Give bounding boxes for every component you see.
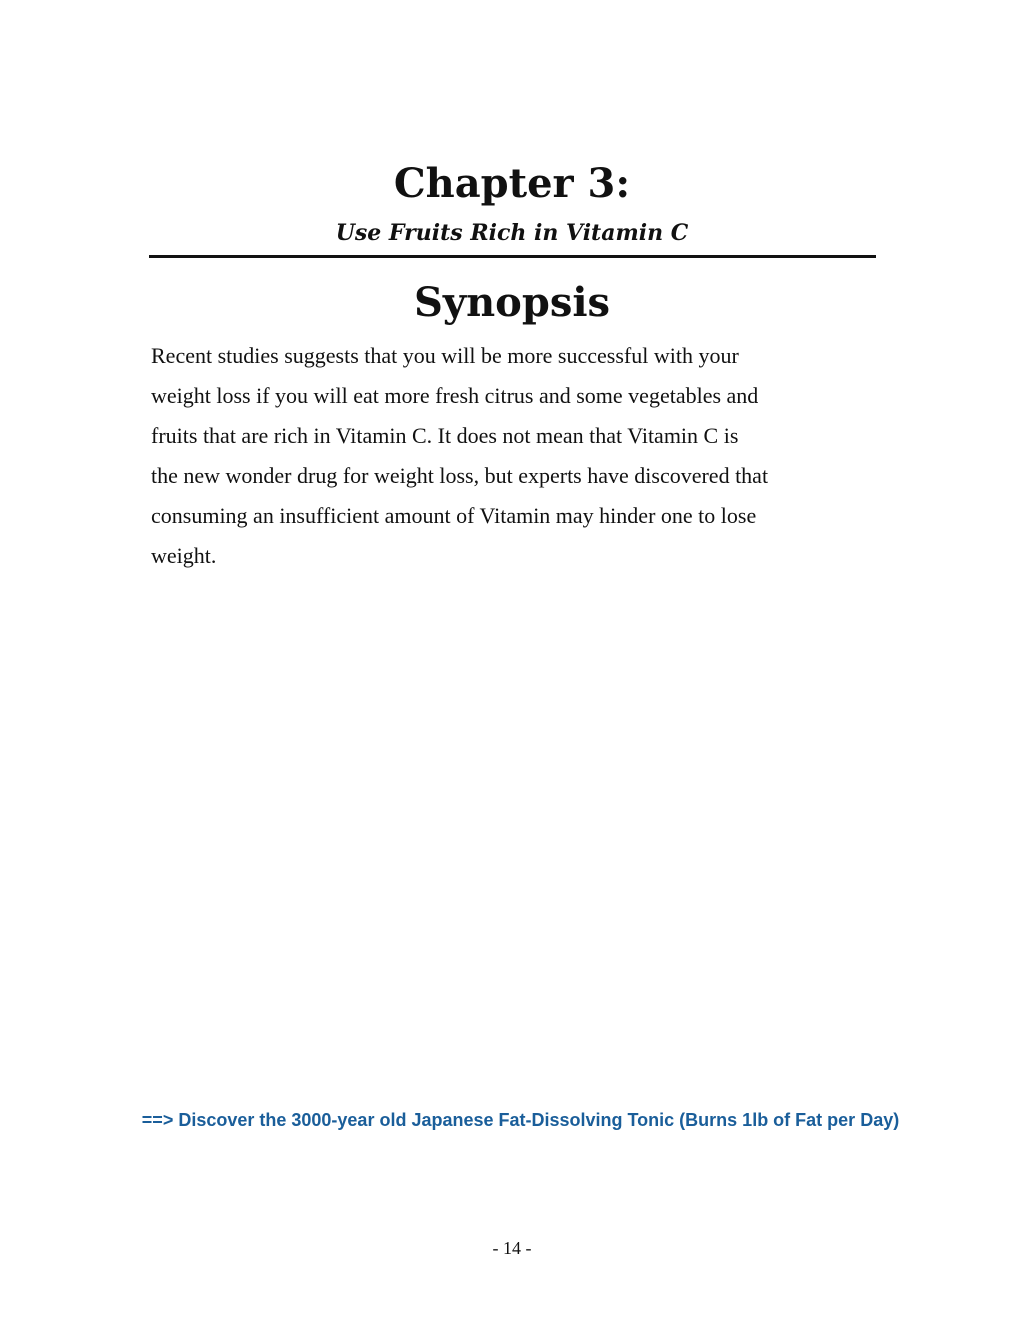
section-title: Synopsis: [413, 279, 611, 326]
paragraph-line: Recent studies suggests that you will be more successful with your: [151, 343, 739, 368]
paragraph-line: the new wonder drug for weight loss, but experts have discovered that: [151, 463, 769, 488]
horizontal-divider: [149, 255, 876, 258]
paragraph-line: fruits that are rich in Vitamin C. It does not mean that Vitamin C is: [151, 423, 739, 448]
paragraph-line: weight loss if you will eat more fresh citrus and some vegetables and: [151, 383, 759, 408]
promo-link[interactable]: ==> Discover the 3000-year old Japanese Fat-Dissolving Tonic (Burns 1lb of Fat per Day): [141, 1110, 900, 1130]
synopsis-paragraph: [151, 336, 886, 576]
chapter-subtitle: Use Fruits Rich in Vitamin C: [335, 220, 689, 246]
chapter-title: Chapter 3:: [393, 160, 631, 207]
paragraph-line: weight.: [151, 543, 217, 568]
page-number: - 14 -: [492, 1238, 532, 1258]
paragraph-line: consuming an insufficient amount of Vitamin may hinder one to lose: [151, 503, 757, 528]
